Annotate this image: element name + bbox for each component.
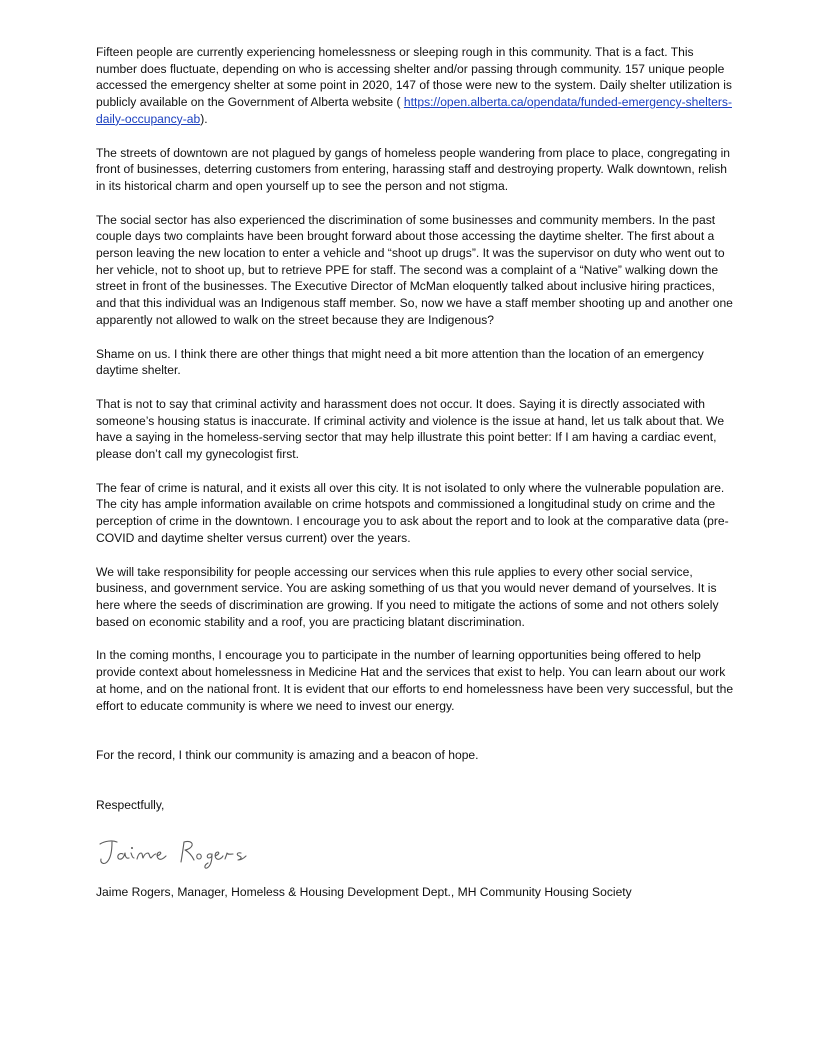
paragraph-complaints: The social sector has also experienced the discrimination of some businesses and community members. In the past couple days two complaints have been brought forward about those accessing the daytime shelter. The first about a person leaving the new location to enter a vehicle and “shoot up drugs”. It was the supervisor on duty who went out to her vehicle, not to shoot up, but to retrieve PPE for staff. The second was a complaint of a “Native” walking down the street in front of the businesses. The Executive Director of McMan eloquently talked about inclusive hiring practices, and that this individual was an Indigenous staff member. So, now we have a staff member shooting up and another one apparently not allowed to walk on the street because they are Indigenous? bbox=[96, 212, 733, 327]
paragraph-text: ). bbox=[200, 111, 208, 126]
paragraph-shame: Shame on us. I think there are other things that might need a bit more attention than the location of an emergency daytime shelter. bbox=[96, 346, 704, 378]
paragraph-fear-of-crime: The fear of crime is natural, and it exists all over this city. It is not isolated to only where the vulnerable population are. The city has ample information available on crime hotspots and commissioned a longitudinal study on crime and the perception of crime in the downtown. I encourage you to ask about the report and to look at the comparative data (pre-COVID and daytime shelter versus current) over the years. bbox=[96, 480, 729, 545]
handwritten-signature bbox=[96, 832, 736, 872]
paragraph-downtown-streets: The streets of downtown are not plagued by gangs of homeless people wandering from place to place, congregating in front of businesses, deterring customers from entering, harassing staff and destroying property. Walk downtown, relish in its historical charm and open yourself up to see the person and not stigma. bbox=[96, 145, 730, 193]
paragraph-learning-opportunities: In the coming months, I encourage you to participate in the number of learning opportunities being offered to help provide context about homelessness in Medicine Hat and the services that exist to help. You can learn about our work at home, and on the national front. It is evident that our efforts to end homelessness have been very successful, but the effort to educate community is where we need to invest our energy. bbox=[96, 648, 734, 713]
closing-salutation: Respectfully, bbox=[96, 797, 165, 812]
signature-image bbox=[96, 832, 276, 872]
alberta-open-data-link[interactable]: https://open.alberta.ca/opendata/funded-emergency-shelters-daily-occupancy-ab bbox=[96, 95, 732, 126]
paragraph-beacon-of-hope: For the record, I think our community is amazing and a beacon of hope. bbox=[96, 748, 479, 763]
paragraph-text: Fifteen people are currently experiencing homelessness or sleeping rough in this community. That is a fact. This number does fluctuate, depending on who is accessing shelter and/or passing through community. 157 unique people accessed the emergency shelter at some point in 2020, 147 of those were new to the system. Daily shelter utilization is publicly available on the Government of Alberta website ( bbox=[96, 45, 732, 110]
letter-body bbox=[96, 44, 736, 900]
paragraph-shelter-statistics bbox=[96, 44, 736, 128]
signer-name-title: Jaime Rogers, Manager, Homeless & Housing Development Dept., MH Community Housing Society bbox=[96, 884, 632, 899]
paragraph-criminal-activity: That is not to say that criminal activity and harassment does not occur. It does. Saying it is directly associated with someone’s housing status is inaccurate. If criminal activity and violence is the issue at hand, let us talk about that. We have a saying in the homeless-serving sector that may help illustrate this point better: If I am having a cardiac event, please don’t call my gynecologist first. bbox=[96, 396, 725, 462]
paragraph-responsibility: We will take responsibility for people accessing our services when this rule applies to every other social service, business, and government service. You are asking something of us that you would never demand of yourselves. It is here where the seeds of discrimination are growing. If you need to mitigate the actions of some and not others solely based on economic stability and a roof, you are practicing blatant discrimination. bbox=[96, 564, 719, 629]
